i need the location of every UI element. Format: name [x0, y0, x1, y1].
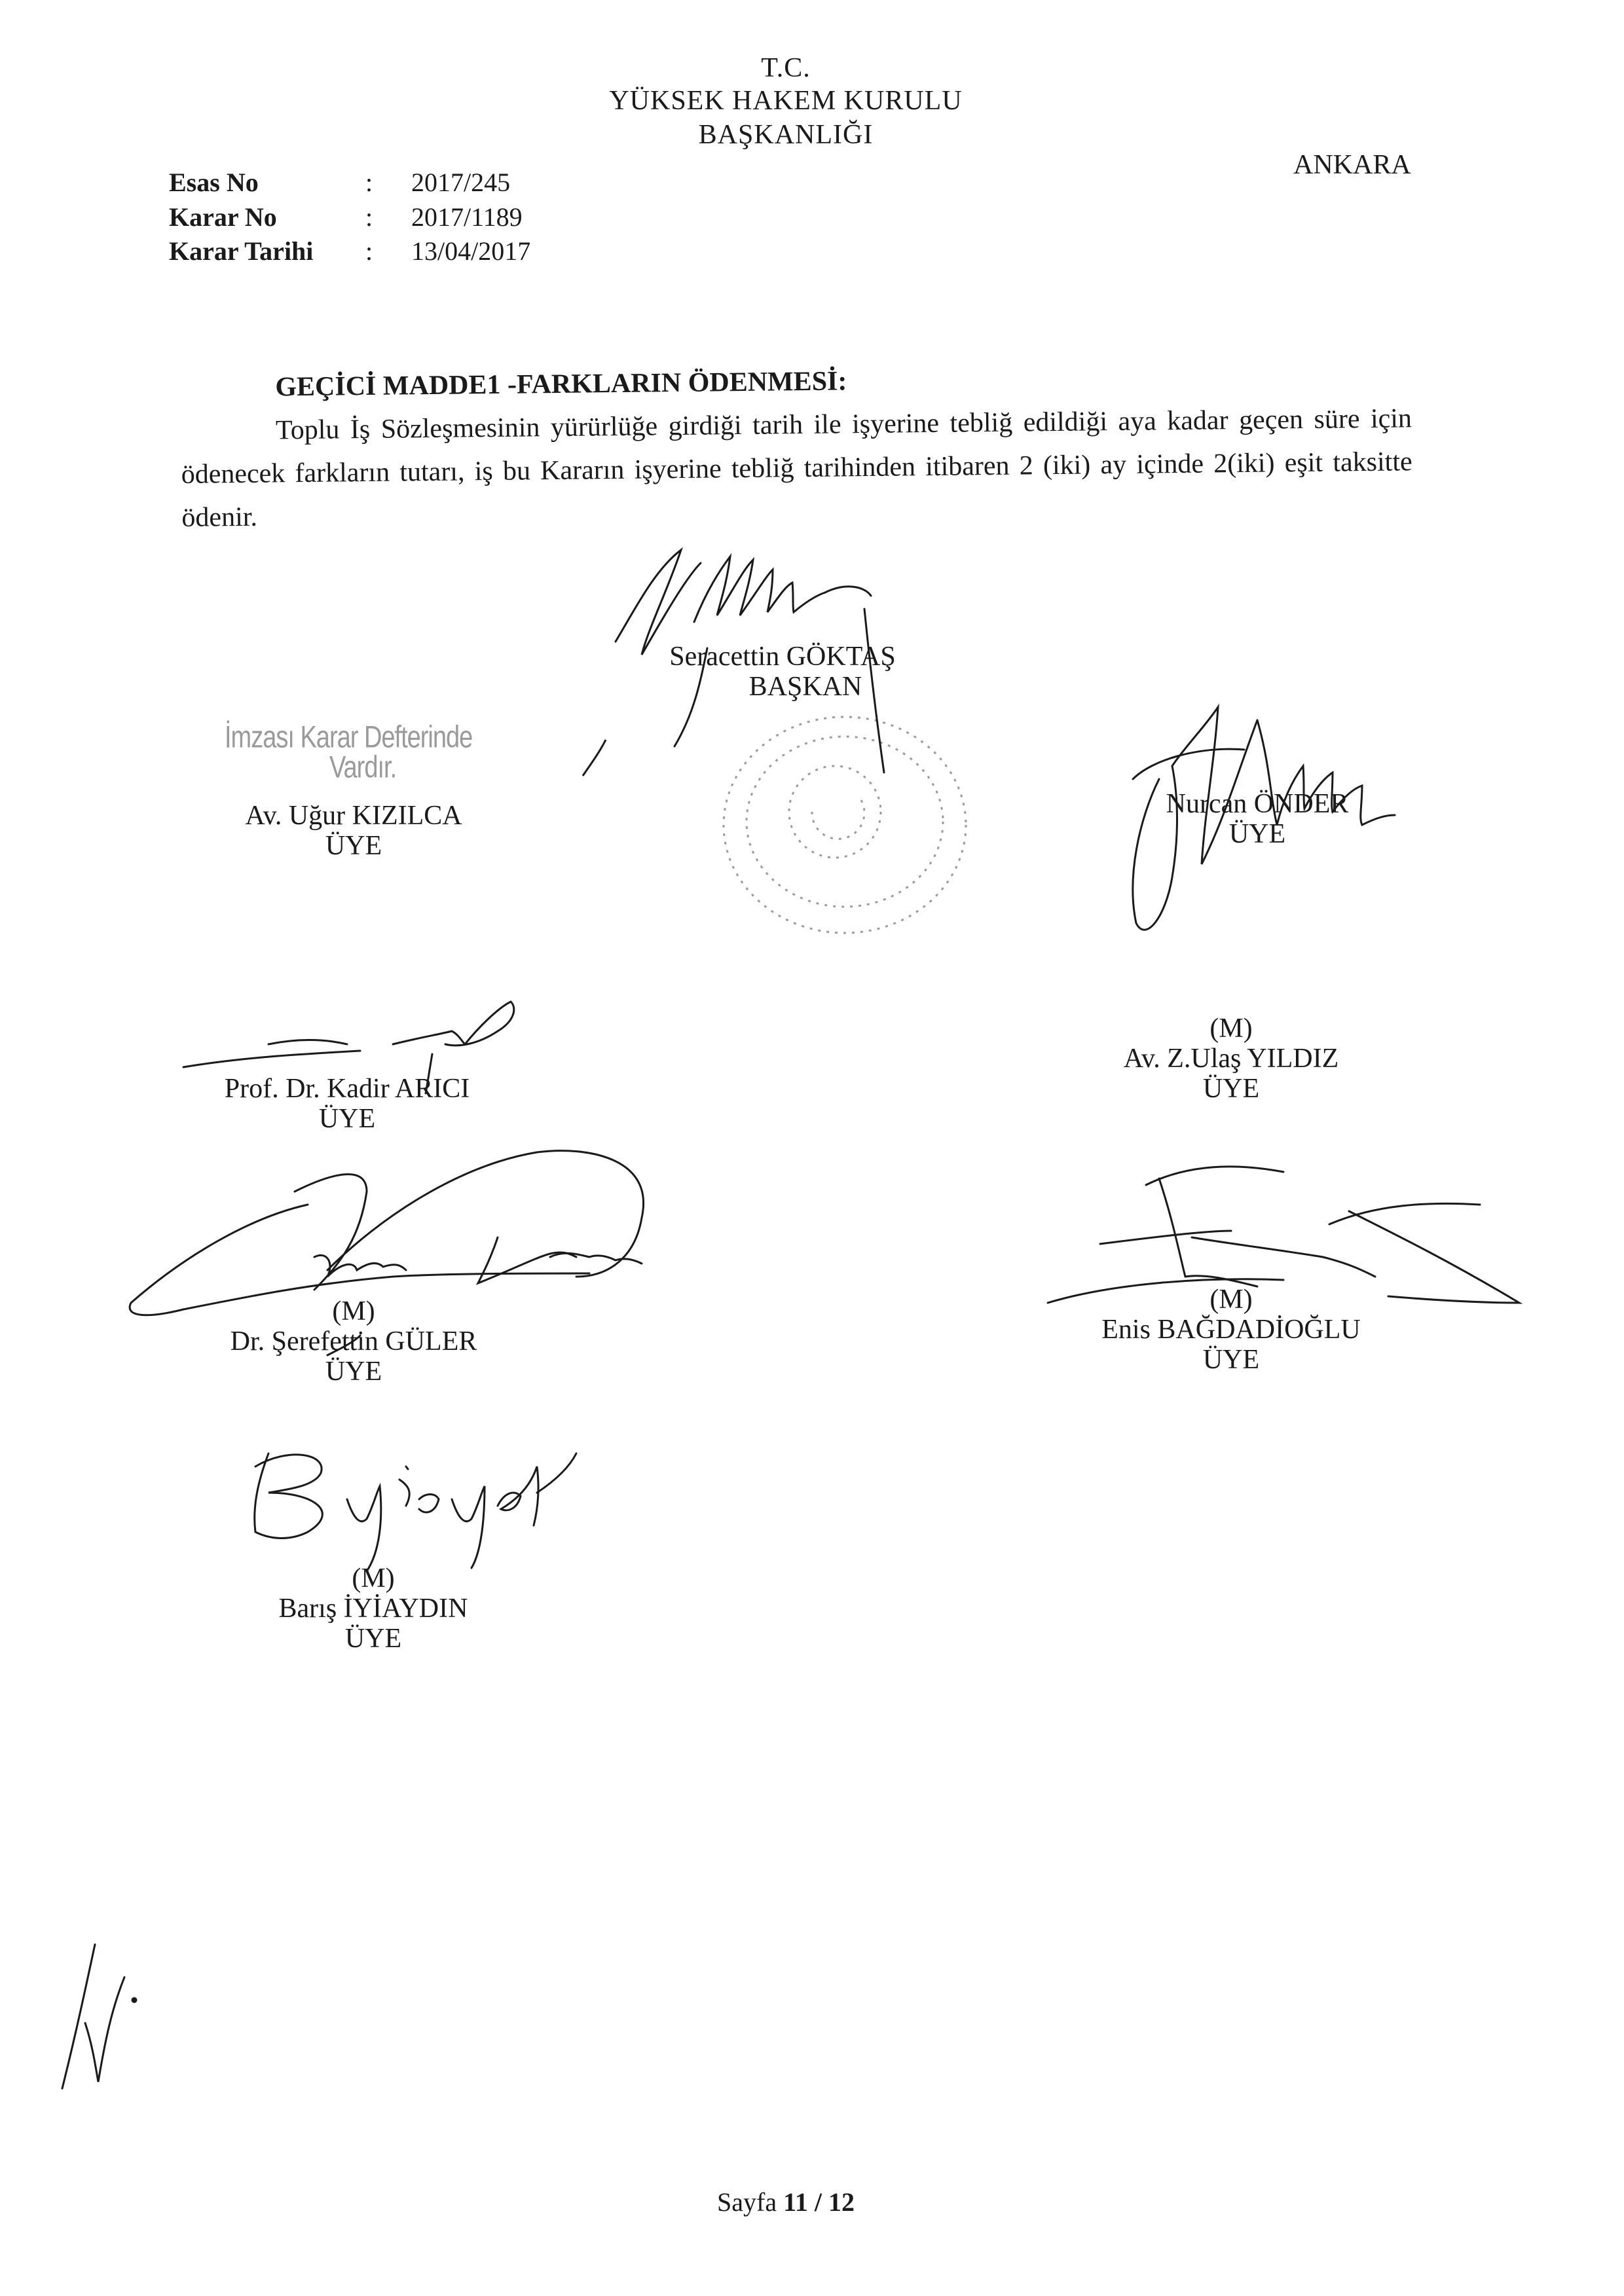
page-current: 11: [783, 2187, 808, 2217]
signatory-title: ÜYE: [1202, 1345, 1260, 1375]
signatory-mark: (M): [332, 1296, 375, 1326]
signatory-name: Seracettin GÖKTAŞ: [669, 642, 896, 672]
stamp-note: [225, 720, 565, 786]
signatory-name: Nurcan ÖNDER: [1166, 789, 1349, 819]
meta-label: Karar Tarihi: [169, 236, 314, 266]
signatory-name: Prof. Dr. Kadir ARICI: [224, 1074, 470, 1104]
signatory-title: ÜYE: [344, 1624, 402, 1654]
signatory-yildiz: [1074, 1013, 1388, 1104]
signatory-guler: [210, 1296, 498, 1387]
signatory-arici: [203, 1074, 491, 1134]
signatory-title: ÜYE: [1202, 1074, 1260, 1104]
meta-colon: :: [365, 236, 373, 266]
signatory-title: ÜYE: [1228, 819, 1286, 849]
page-total: 12: [828, 2187, 855, 2217]
signatory-mark: (M): [352, 1563, 395, 1594]
stamp-note-line1: İmzası Karar Defterinde: [225, 720, 473, 755]
signatory-name: Enis BAĞDADİOĞLU: [1101, 1315, 1361, 1345]
signatory-name: Dr. Şerefettin GÜLER: [230, 1326, 477, 1357]
page-number: [0, 2187, 1572, 2217]
article: [180, 354, 1413, 539]
meta-colon: :: [365, 168, 373, 197]
signatory-iyiaydin: [236, 1563, 511, 1654]
header-city: ANKARA: [1293, 150, 1411, 180]
signatory-kizilca: [210, 801, 498, 861]
signatory-name: Av. Z.Ulaş YILDIZ: [1123, 1044, 1339, 1074]
stamp-note-line2: Vardır.: [329, 750, 397, 785]
signatory-title: ÜYE: [318, 1104, 376, 1134]
meta-value: 2017/245: [411, 168, 511, 197]
signatory-bagdadioglu: [1080, 1285, 1382, 1375]
signatory-name: Av. Uğur KIZILCA: [245, 801, 462, 831]
signatory-onder: [1113, 789, 1401, 849]
signatory-title: BAŞKAN: [748, 672, 862, 702]
signature-kizilca: [576, 733, 616, 786]
signatory-title: ÜYE: [325, 831, 382, 861]
signatory-mark: (M): [1209, 1285, 1253, 1315]
signatory-name: Barış İYİAYDIN: [278, 1594, 468, 1624]
meta-colon: :: [365, 202, 373, 232]
page-prefix: Sayfa: [717, 2187, 777, 2217]
signatory-title: ÜYE: [325, 1357, 382, 1387]
signatory-mark: (M): [1209, 1013, 1253, 1044]
signatory-goktas: [638, 642, 927, 702]
article-heading: GEÇİCİ MADDE1 -FARKLARIN ÖDENMESİ:: [275, 366, 847, 403]
meta-value: 13/04/2017: [411, 236, 531, 266]
header-presidency: BAŞKANLIĞI: [698, 120, 874, 150]
page-sep: /: [814, 2187, 822, 2217]
meta-label: Karar No: [169, 202, 277, 232]
header-tc: T.C.: [761, 53, 811, 83]
signature-iyiaydin: [242, 1427, 583, 1578]
header-institution: YÜKSEK HAKEM KURULU: [609, 86, 963, 116]
meta-value: 2017/1189: [411, 202, 523, 232]
article-text: Toplu İş Sözleşmesinin yürürlüğe girdiği tarih ile işyerine tebliğ edildiği aya kadar geçen süre için ödenecek farkların tutarı, iş bu Kararın işyerine tebliğ tarihinden itibaren 2 (iki) ay içinde 2(iki) eşit taksitte ödenir.: [181, 403, 1412, 533]
meta-label: Esas No: [169, 168, 259, 197]
initials-mark: [46, 1938, 144, 2095]
